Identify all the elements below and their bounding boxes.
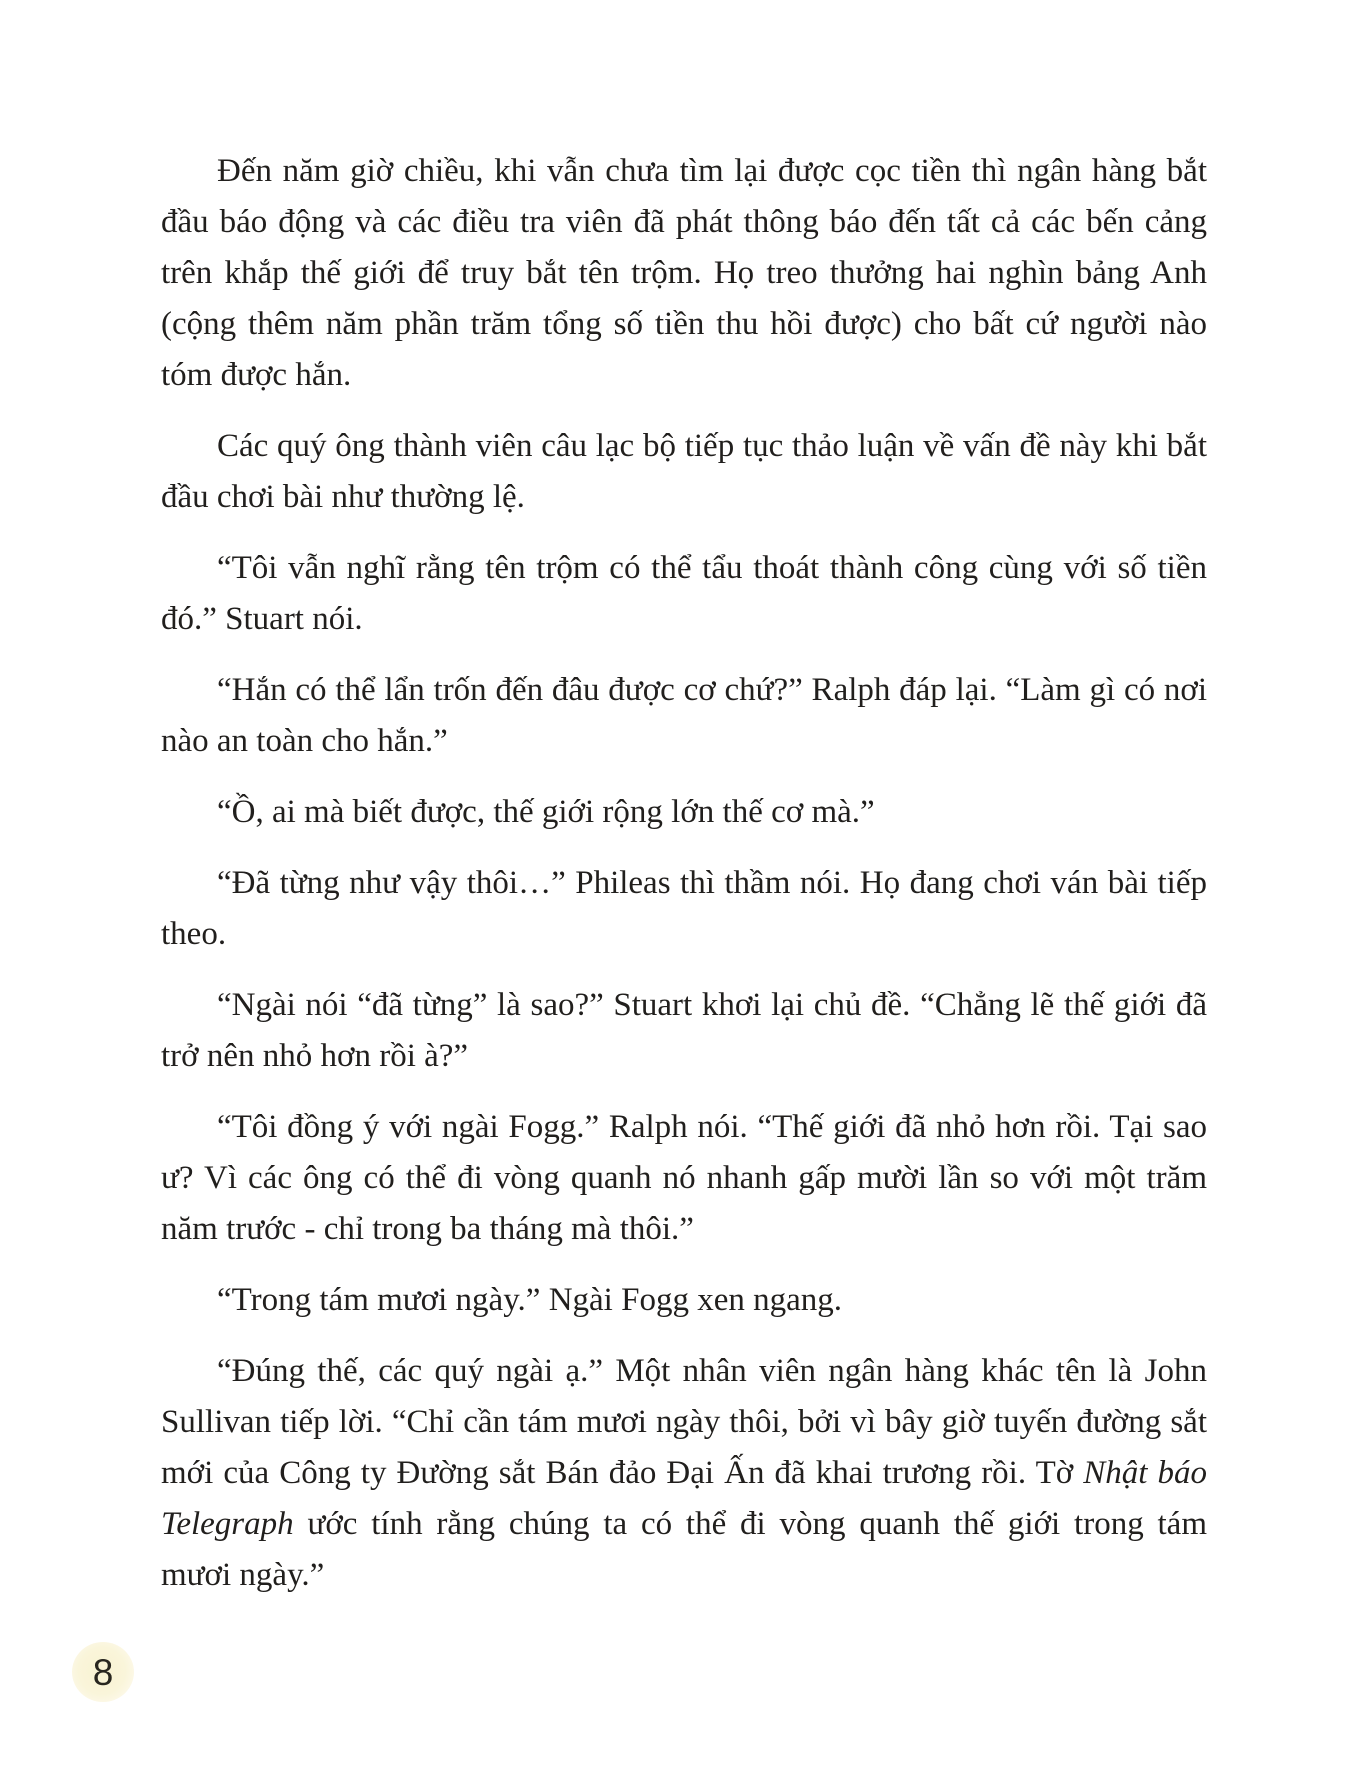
- paragraph: [161, 787, 1207, 838]
- paragraph-run: “Tôi vẫn nghĩ rằng tên trộm có thể tẩu thoát thành công cùng với số tiền đó.” Stuart nói.: [161, 550, 1207, 637]
- paragraph: [161, 858, 1207, 960]
- paragraph: [161, 1346, 1207, 1601]
- paragraph: [161, 665, 1207, 767]
- text-block: [161, 146, 1207, 1601]
- paragraph-run: “Đúng thế, các quý ngài ạ.” Một nhân viên ngân hàng khác tên là John Sullivan tiếp lời. “Chỉ cần tám mươi ngày thôi, bởi vì bây giờ tuyến đường sắt mới của Công ty Đường sắt Bán đảo Đại Ấn đã khai trương rồi. Tờ: [161, 1353, 1207, 1491]
- paragraph-run: ước tính rằng chúng ta có thể đi vòng quanh thế giới trong tám mươi ngày.”: [161, 1506, 1207, 1593]
- paragraph: [161, 146, 1207, 401]
- paragraph-run: Các quý ông thành viên câu lạc bộ tiếp tục thảo luận về vấn đề này khi bắt đầu chơi bài như thường lệ.: [161, 428, 1207, 515]
- paragraph: [161, 980, 1207, 1082]
- paragraph: [161, 421, 1207, 523]
- paragraph-run: “Hắn có thể lẩn trốn đến đâu được cơ chứ?” Ralph đáp lại. “Làm gì có nơi nào an toàn cho hắn.”: [161, 672, 1207, 759]
- paragraph-run: Đến năm giờ chiều, khi vẫn chưa tìm lại được cọc tiền thì ngân hàng bắt đầu báo động và các điều tra viên đã phát thông báo đến tất cả các bến cảng trên khắp thế giới để truy bắt tên trộm. Họ treo thưởng hai nghìn bảng Anh (cộng thêm năm phần trăm tổng số tiền thu hồi được) cho bất cứ người nào tóm được hắn.: [161, 153, 1207, 393]
- paragraph-run: “Ồ, ai mà biết được, thế giới rộng lớn thế cơ mà.”: [217, 794, 875, 830]
- paragraph: [161, 543, 1207, 645]
- paragraph-run-italic: Nhật báo Telegraph: [161, 1455, 1207, 1542]
- paragraph-run: “Trong tám mươi ngày.” Ngài Fogg xen ngang.: [217, 1282, 842, 1318]
- paragraph: [161, 1102, 1207, 1255]
- page-number: 8: [92, 1651, 114, 1693]
- page-number-badge: [72, 1642, 134, 1702]
- paragraph: [161, 1275, 1207, 1326]
- paragraph-run: “Tôi đồng ý với ngài Fogg.” Ralph nói. “Thế giới đã nhỏ hơn rồi. Tại sao ư? Vì các ông có thể đi vòng quanh nó nhanh gấp mười lần so với một trăm năm trước - chỉ trong ba tháng mà thôi.”: [161, 1109, 1207, 1247]
- paragraph-run: “Đã từng như vậy thôi…” Phileas thì thầm nói. Họ đang chơi ván bài tiếp theo.: [161, 865, 1207, 952]
- paragraph-run: “Ngài nói “đã từng” là sao?” Stuart khơi lại chủ đề. “Chẳng lẽ thế giới đã trở nên nhỏ hơn rồi à?”: [161, 987, 1207, 1074]
